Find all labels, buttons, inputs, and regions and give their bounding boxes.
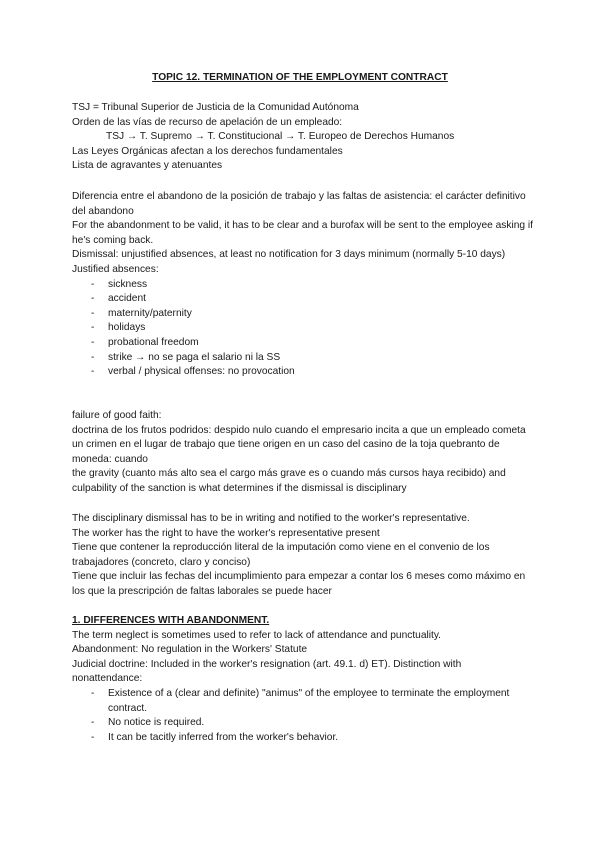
paragraph: The term neglect is sometimes used to refer to lack of attendance and punctuality.	[72, 629, 442, 641]
page-title: TOPIC 12. TERMINATION OF THE EMPLOYMENT CONTRACT	[152, 72, 448, 83]
paragraph: failure of good faith:	[72, 410, 162, 421]
paragraph: Diferencia entre el abandono de la posición de trabajo y las faltas de asistencia: el carácter definitivo del abandono	[72, 191, 526, 217]
paragraph: Abandonment: No regulation in the Workers' Statute	[72, 644, 308, 656]
intro-line: Las Leyes Orgánicas afectan a los derechos fundamentales	[72, 145, 343, 157]
justified-absences-list	[72, 278, 534, 380]
list-item: - It can be tacitly inferred from the worker's behavior.	[72, 731, 534, 746]
paragraph: Tiene que incluir las fechas del incumplimiento para empezar a contar los 6 meses como máximo en los que la prescripción de faltas laborales se puede hacer	[72, 571, 526, 597]
paragraph: Justified absences:	[72, 263, 159, 275]
paragraph: doctrina de los frutos podridos: despido nulo cuando el empresario incita a que un empleado cometa un crimen en el lugar de trabajo que tiene origen en un caso del casino de la toja quebranto de moneda: cuando	[72, 424, 526, 465]
paragraph: For the abandonment to be valid, it has to be clear and a burofax will be sent to the employee asking if he's coming back.	[72, 220, 533, 246]
intro-line: Orden de las vías de recurso de apelación de un empleado:	[72, 116, 343, 128]
list-item: - No notice is required.	[72, 716, 534, 731]
good-faith-block	[72, 409, 534, 497]
disciplinary-block	[72, 512, 534, 600]
intro-line: Lista de agravantes y atenuantes	[72, 160, 223, 172]
list-item: - probational freedom	[72, 336, 534, 351]
section-heading: 1. DIFFERENCES WITH ABANDONMENT.	[72, 615, 270, 626]
paragraph: The worker has the right to have the worker's representative present	[72, 527, 380, 539]
list-item: - Existence of a (clear and definite) "animus" of the employee to terminate the employment contract.	[72, 687, 534, 716]
list-item: - accident	[72, 292, 534, 307]
abandonment-block	[72, 190, 534, 380]
paragraph: Dismissal: unjustified absences, at least no notification for 3 days minimum (normally 5-10 days)	[72, 249, 506, 261]
list-item: - strike → no se paga el salario ni la SS	[72, 351, 534, 366]
section-1	[72, 614, 534, 745]
paragraph: Judicial doctrine: Included in the worker's resignation (art. 49.1. d) ET). Distinction with nonattendance:	[72, 658, 462, 685]
intro-line: TSJ = Tribunal Superior de Justicia de la Comunidad Autónoma	[72, 102, 359, 113]
list-item: - holidays	[72, 321, 534, 336]
paragraph: The disciplinary dismissal has to be in writing and notified to the worker's representative.	[72, 513, 470, 524]
list-item: - verbal / physical offenses: no provocation	[72, 365, 534, 380]
intro-block	[72, 101, 534, 174]
paragraph: the gravity (cuanto más alto sea el cargo más grave es o cuando más cursos haya recibido) and culpability of the sanction is what determines if the dismissal is disciplinary	[72, 468, 506, 494]
distinction-list	[72, 687, 534, 745]
list-item: - maternity/paternity	[72, 307, 534, 322]
list-item: - sickness	[72, 278, 534, 293]
paragraph: Tiene que contener la reproducción literal de la imputación como viene en el convenio de los trabajadores (concreto, claro y conciso)	[72, 542, 490, 568]
appeal-chain: TSJ → T. Supremo → T. Constitucional → T. Europeo de Derechos Humanos	[106, 131, 455, 143]
